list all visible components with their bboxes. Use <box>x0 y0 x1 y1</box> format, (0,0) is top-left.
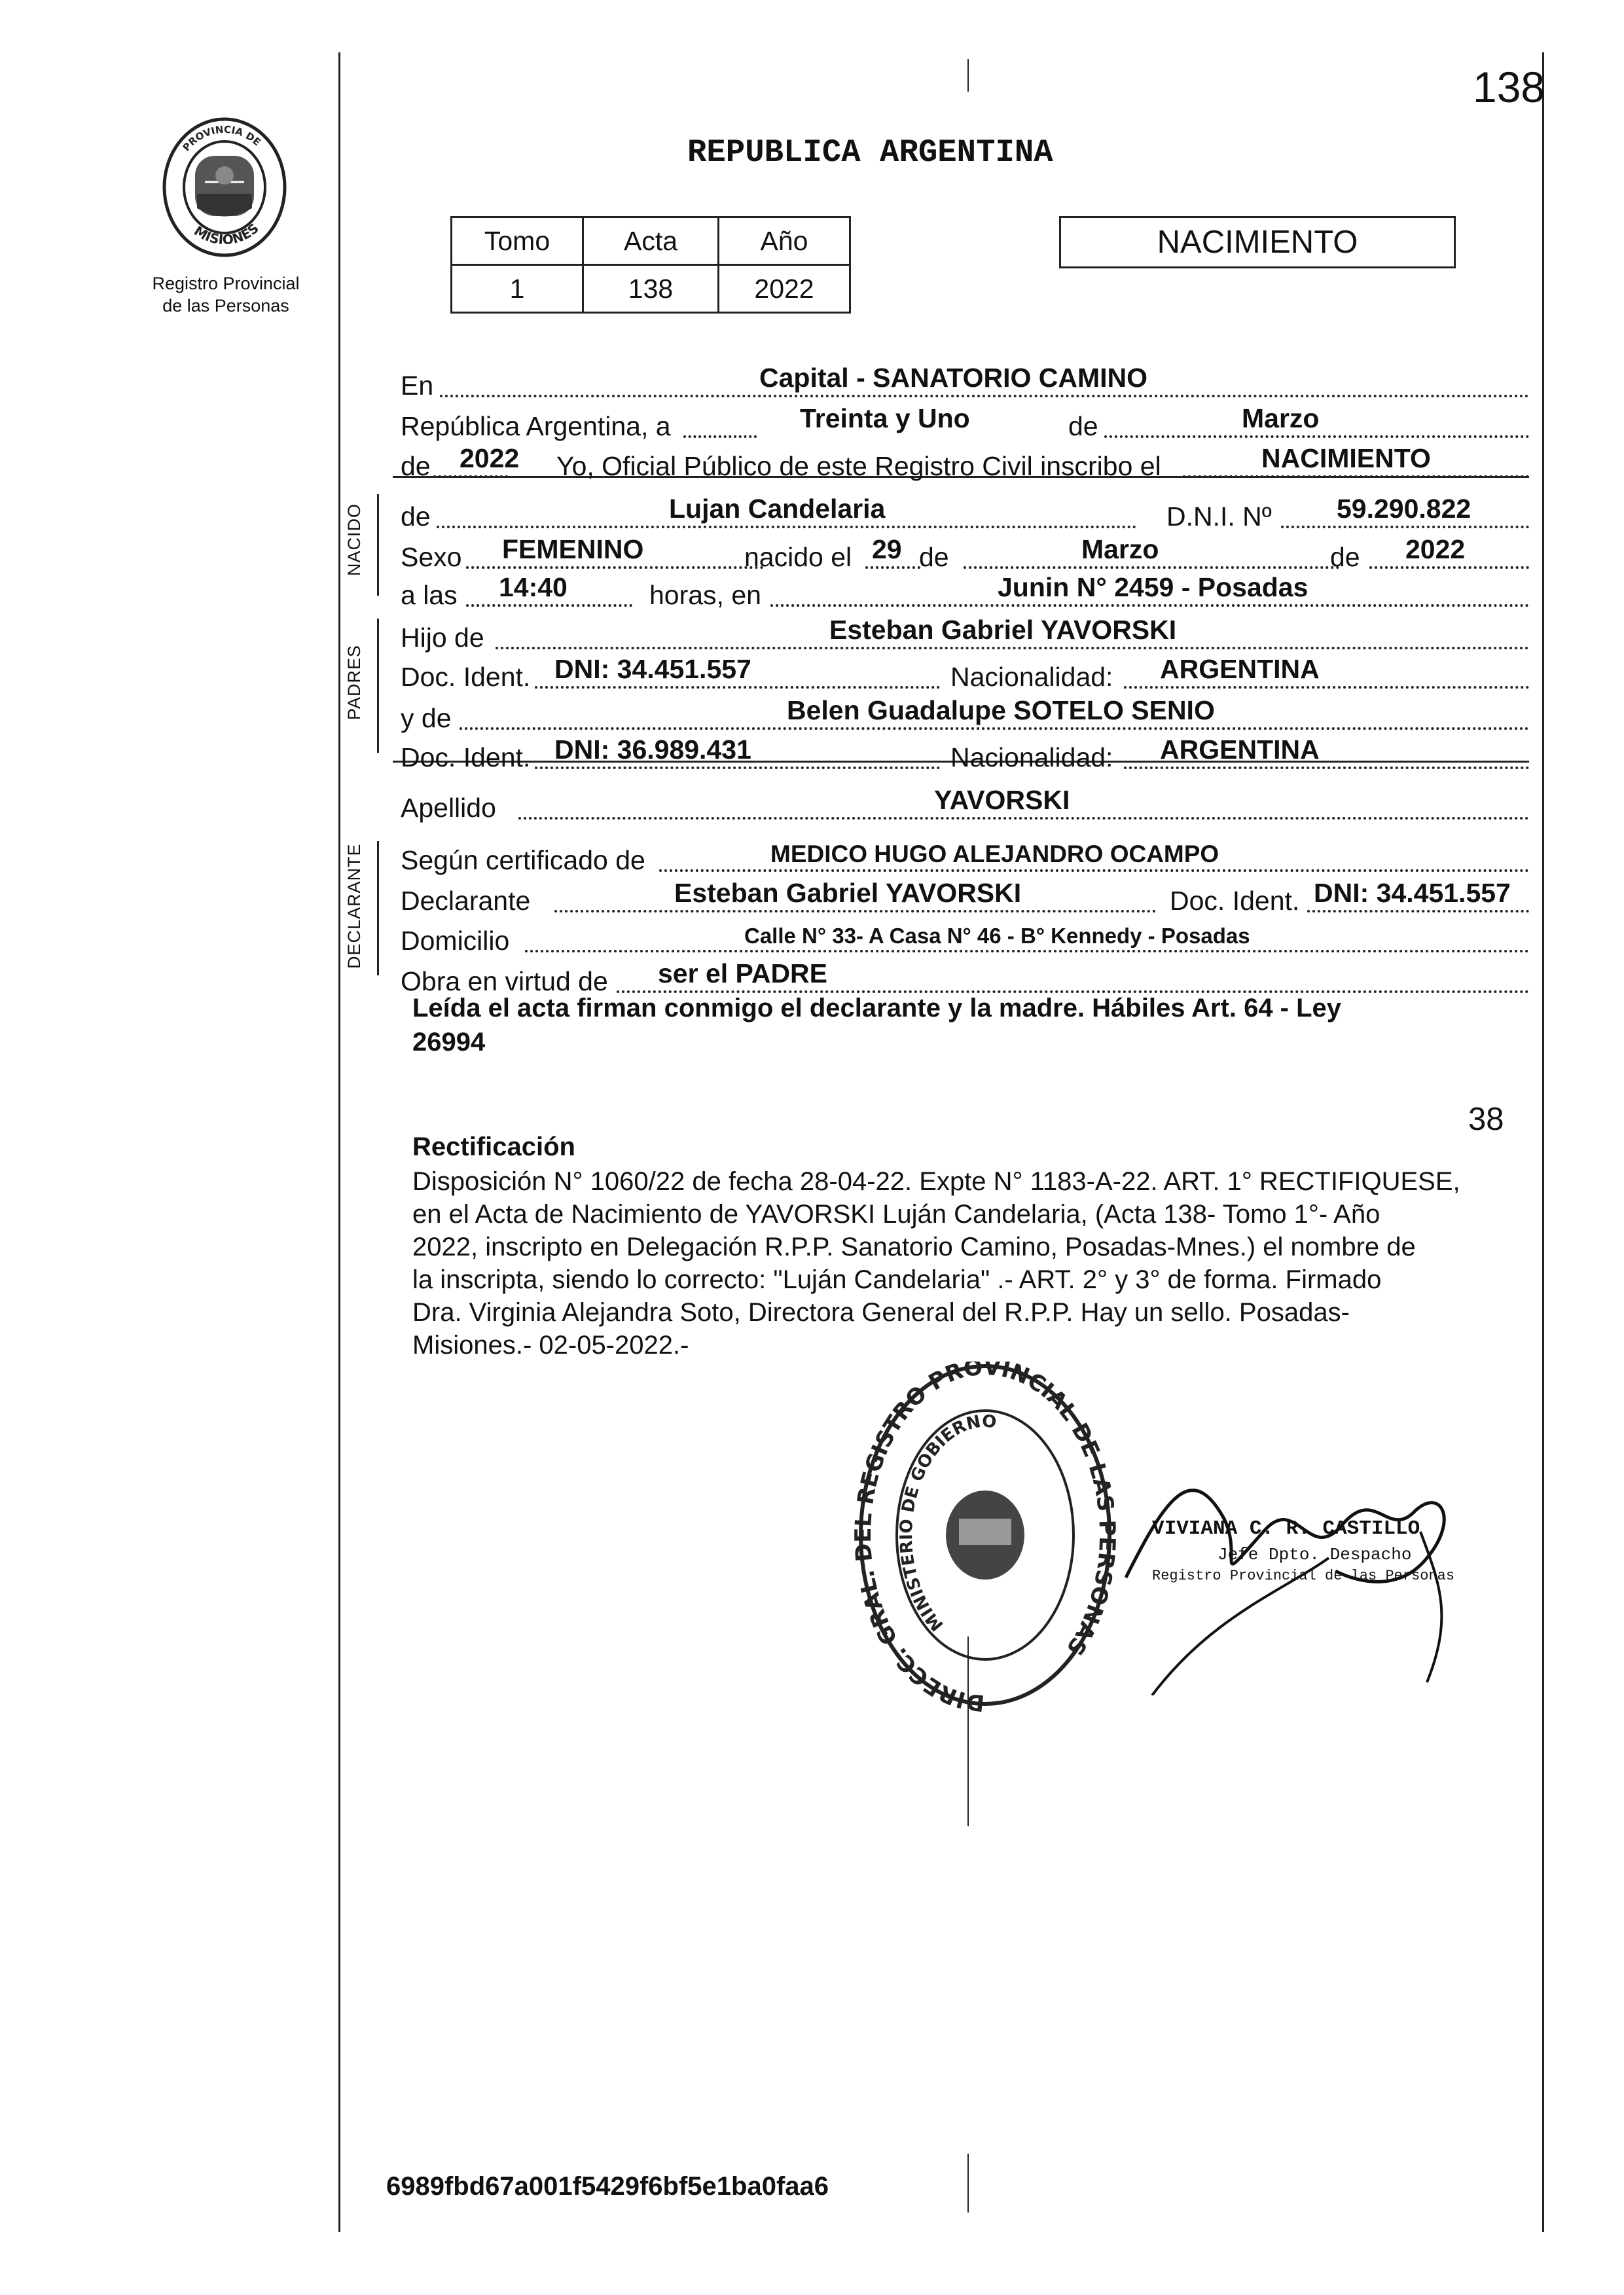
label-nombre: de <box>401 501 431 532</box>
value-declarant-dni: DNI: 34.451.557 <box>1314 878 1511 908</box>
value-place: Capital - SANATORIO CAMINO <box>759 363 1147 393</box>
page-number-secondary: 38 <box>1468 1102 1504 1137</box>
value-mother: Belen Guadalupe SOTELO SENIO <box>787 695 1215 725</box>
rectificacion-line: la inscripta, siendo lo correcto: "Luján Candelaria" .- ART. 2° y 3° de forma. Firmado <box>412 1265 1382 1294</box>
value-birth-year: 2022 <box>1405 534 1466 564</box>
dots <box>1124 767 1529 769</box>
bracket-padres <box>377 619 379 753</box>
label-oficial: Yo, Oficial Público de este Registro Civil inscribo el <box>556 451 1161 481</box>
dots <box>1124 686 1529 689</box>
label-doc-ident-2: Doc. Ident. <box>401 742 531 772</box>
side-label-declarante: DECLARANTE <box>344 843 364 969</box>
dots <box>617 990 1529 993</box>
label-republica: República Argentina, a <box>401 411 671 441</box>
svg-text:PROVINCIA DE: PROVINCIA DE <box>180 123 263 154</box>
label-domicilio: Domicilio <box>401 926 510 956</box>
value-hora: 14:40 <box>499 572 568 602</box>
value-declarant: Esteban Gabriel YAVORSKI <box>674 878 1022 908</box>
row-doc-madre <box>401 729 1529 773</box>
ref-header-anio: Año <box>719 217 850 265</box>
closing-text-1: Leída el acta firman conmigo el declarante y la madre. Hábiles Art. 64 - Ley <box>412 994 1342 1022</box>
label-declarante: Declarante <box>401 886 531 916</box>
value-sexo: FEMENINO <box>502 534 644 564</box>
value-year: 2022 <box>460 443 520 473</box>
row-en <box>401 357 1529 401</box>
rectificacion-line: Disposición N° 1060/22 de fecha 28-04-22. Expte N° 1183-A-22. ART. 1° RECTIFIQUESE, <box>412 1167 1460 1196</box>
rectificacion-line: Dra. Virginia Alejandra Soto, Directora General del R.P.P. Hay un sello. Posadas- <box>412 1298 1350 1327</box>
value-birth-day: 29 <box>872 534 902 564</box>
ref-value-acta: 138 <box>583 265 719 313</box>
value-mother-nationality: ARGENTINA <box>1160 734 1320 765</box>
label-de: de <box>1068 411 1098 441</box>
row-obra <box>401 952 1529 997</box>
record-type-box: NACIMIENTO <box>1059 216 1456 268</box>
ref-value-tomo: 1 <box>452 265 583 313</box>
value-father-dni: DNI: 34.451.557 <box>554 654 751 684</box>
dots <box>518 817 1529 820</box>
row-fecha-inscripcion <box>401 397 1529 442</box>
page-number: 138 <box>1473 63 1545 111</box>
dots <box>466 604 632 607</box>
right-margin-line <box>1542 52 1544 2232</box>
page-title: REPUBLICA ARGENTINA <box>687 134 1053 171</box>
row-domicilio <box>401 912 1529 956</box>
label-a-las: a las <box>401 580 458 610</box>
label-sexo: Sexo <box>401 542 462 572</box>
row-hora <box>401 566 1529 611</box>
label-doc-ident-1: Doc. Ident. <box>401 662 531 692</box>
value-inscribo: NACIMIENTO <box>1261 443 1431 473</box>
rectificacion-body <box>412 1165 1538 1362</box>
value-address: Calle N° 33- A Casa N° 46 - B° Kennedy - Posadas <box>744 924 1250 948</box>
label-apellido: Apellido <box>401 793 496 823</box>
label-obra: Obra en virtud de <box>401 966 608 996</box>
side-label-nacido: NACIDO <box>344 503 364 576</box>
logo-caption-1: Registro Provincial <box>152 274 300 293</box>
left-margin-line <box>338 52 340 2232</box>
reference-table <box>450 216 851 314</box>
rectificacion-title: Rectificación <box>412 1132 575 1161</box>
value-day: Treinta y Uno <box>800 403 970 433</box>
ref-header-acta: Acta <box>583 217 719 265</box>
fold-line-top <box>967 59 969 92</box>
closing-text-2: 26994 <box>412 1028 486 1057</box>
label-y-de: y de <box>401 703 452 733</box>
row-padre <box>401 609 1529 653</box>
row-nombre <box>401 488 1529 532</box>
dots <box>535 767 940 769</box>
row-doc-padre <box>401 648 1529 693</box>
fold-line-bottom <box>967 2154 969 2213</box>
row-declarante <box>401 872 1529 916</box>
signature-org: Registro Provincial de las Personas <box>1152 1568 1455 1584</box>
label-nac-de: de <box>919 542 949 572</box>
dots <box>770 604 1529 607</box>
dots <box>433 475 508 478</box>
value-father-nationality: ARGENTINA <box>1160 654 1320 684</box>
svg-text:MISIONES: MISIONES <box>191 220 262 248</box>
label-dni: D.N.I. Nº <box>1166 501 1272 532</box>
label-horas-en: horas, en <box>649 580 761 610</box>
svg-text:DIRECC. GRAL. DEL REGISTRO PRO: DIRECC. GRAL. REGISTRO PROVINCIAL DE LAS SONAS <box>854 1362 1116 1715</box>
value-certificate: MEDICO HUGO ALEJANDRO OCAMPO <box>770 840 1219 867</box>
value-birth-month: Marzo <box>1081 534 1159 564</box>
ref-header-tomo: Tomo <box>452 217 583 265</box>
value-dni: 59.290.822 <box>1337 494 1471 524</box>
label-nac-de2: de <box>1330 542 1360 572</box>
bracket-declarante <box>377 841 379 975</box>
value-surname: YAVORSKI <box>934 785 1070 815</box>
rectificacion-line: Misiones.- 02-05-2022.- <box>412 1331 689 1360</box>
label-en: En <box>401 370 434 401</box>
value-month: Marzo <box>1242 403 1320 433</box>
ref-value-anio: 2022 <box>719 265 850 313</box>
value-father: Esteban Gabriel YAVORSKI <box>829 615 1177 645</box>
row-apellido <box>401 779 1529 823</box>
label-hijo-de: Hijo de <box>401 623 484 653</box>
dots <box>1183 475 1529 478</box>
row-inscribo <box>401 437 1529 482</box>
value-capacity: ser el PADRE <box>658 958 828 988</box>
value-first-names: Lujan Candelaria <box>669 494 886 524</box>
label-nacionalidad-1: Nacionalidad: <box>950 662 1113 692</box>
row-certificado <box>401 831 1529 876</box>
logo-caption-2: de las Personas <box>162 296 289 316</box>
signature-role: Jefe Dpto. Despacho <box>1218 1545 1412 1564</box>
official-seal <box>854 1362 1116 1715</box>
label-de-year: de <box>401 451 431 481</box>
rectificacion-line: 2022, inscripto en Delegación R.P.P. Sanatorio Camino, Posadas-Mnes.) el nombre de <box>412 1233 1416 1261</box>
label-nacionalidad-2: Nacionalidad: <box>950 742 1113 772</box>
label-decl-doc: Doc. Ident. <box>1170 886 1300 916</box>
row-madre <box>401 689 1529 734</box>
document-hash: 6989fbd67a001f5429f6bf5e1ba0faa6 <box>386 2172 829 2201</box>
svg-text:MINISTERIO DE GOBIERNO: MINISTERIO DE GOBIERNO <box>896 1411 998 1635</box>
label-nacido-el: nacido el <box>744 542 852 572</box>
dots <box>535 686 940 689</box>
signature-name: VIVIANA C. R. CASTILLO <box>1152 1517 1420 1540</box>
label-certificado: Según certificado de <box>401 845 645 875</box>
value-mother-dni: DNI: 36.989.431 <box>554 734 751 765</box>
value-birth-place: Junin N° 2459 - Posadas <box>998 572 1308 602</box>
bracket-nacido <box>377 494 379 596</box>
rectificacion-line: en el Acta de Nacimiento de YAVORSKI Luján Candelaria, (Acta 138- Tomo 1°- Año <box>412 1200 1380 1229</box>
province-logo <box>159 117 290 259</box>
side-label-padres: PADRES <box>344 644 364 720</box>
